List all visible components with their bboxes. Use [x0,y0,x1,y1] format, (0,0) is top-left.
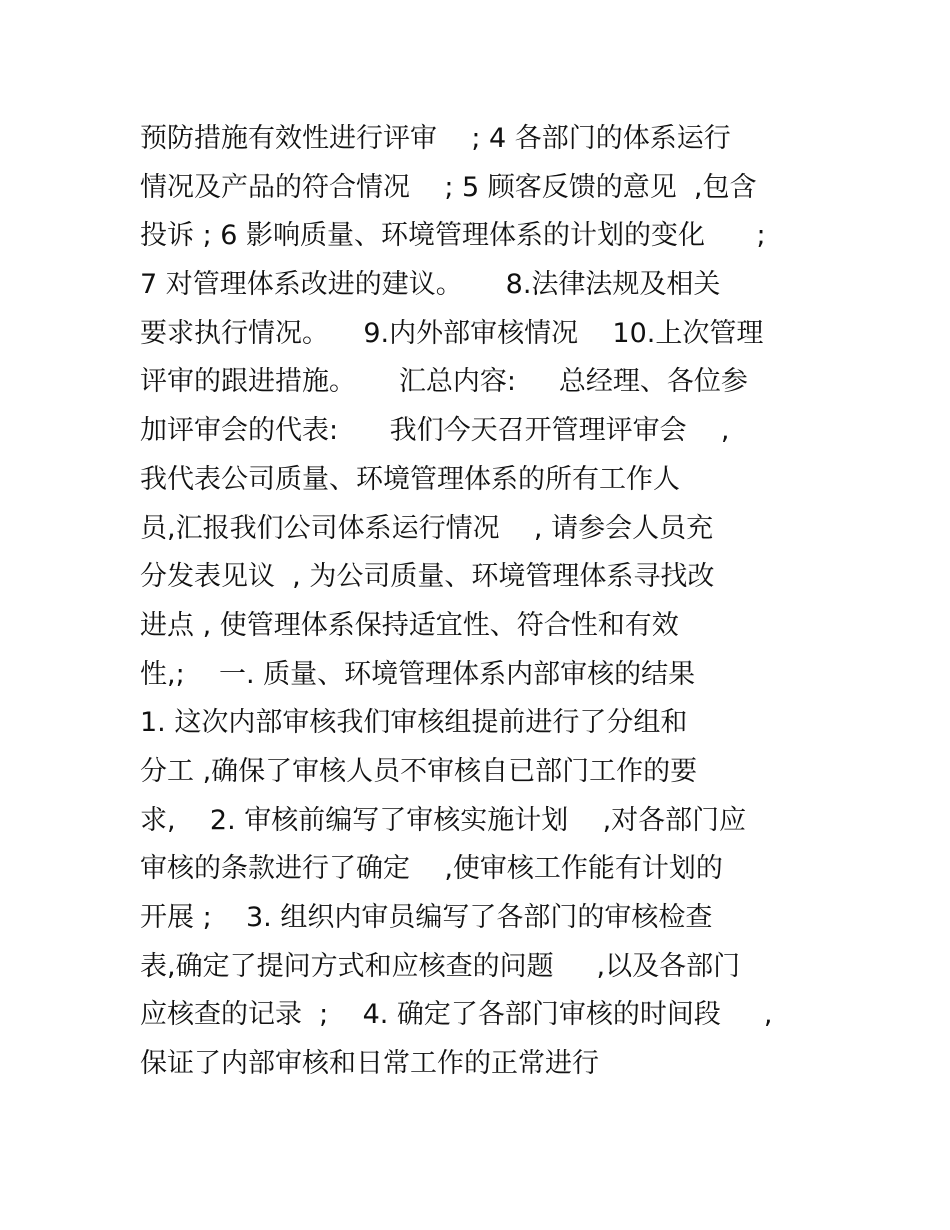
text-line: 7 对管理体系改进的建议。 8.法律法规及相关 [140,269,721,301]
text-line: 1. 这次内部审核我们审核组提前进行了分组和 [140,707,688,739]
text-line: 审核的条款进行了确定 ,使审核工作能有计划的 [140,853,723,885]
text-line: 情况及产品的符合情况 ; 5 顾客反馈的意见 ,包含 [140,171,757,203]
text-line: 预防措施有效性进行评审 ; 4 各部门的体系运行 [140,123,731,154]
text-line: 进点 , 使管理体系保持适宜性、符合性和有效 [140,609,679,641]
text-line: 分发表见议 , 为公司质量、环境管理体系寻找改 [140,561,715,593]
text-line: 求, 2. 审核前编写了审核实施计划 ,对各部门应 [140,804,747,836]
body-text [140,115,820,1089]
text-line: 我代表公司质量、环境管理体系的所有工作人 [140,463,680,495]
text-line: 要求执行情况。 9.内外部审核情况 10.上次管理 [140,317,764,349]
text-line: 加评审会的代表: 我们今天召开管理评审会 , [140,415,730,447]
text-line: 分工 ,确保了审核人员不审核自已部门工作的要 [140,755,698,787]
text-line: 表,确定了提问方式和应核查的问题 ,以及各部门 [140,950,741,982]
text-line: 评审的跟进措施。 汇总内容: 总经理、各位参 [140,366,748,398]
text-line: 性,; 一. 质量、环境管理体系内部审核的结果 [140,658,696,690]
text-line: 投诉 ; 6 影响质量、环境管理体系的计划的变化 ; [140,220,766,252]
text-line: 应核查的记录 ; 4. 确定了各部门审核的时间段 , [140,999,773,1031]
text-line: 开展 ; 3. 组织内审员编写了各部门的审核检查 [140,902,713,933]
text-line: 保证了内部审核和日常工作的正常进行 [140,1048,599,1080]
text-line: 员,汇报我们公司体系运行情况 , 请参会人员充 [140,512,714,544]
